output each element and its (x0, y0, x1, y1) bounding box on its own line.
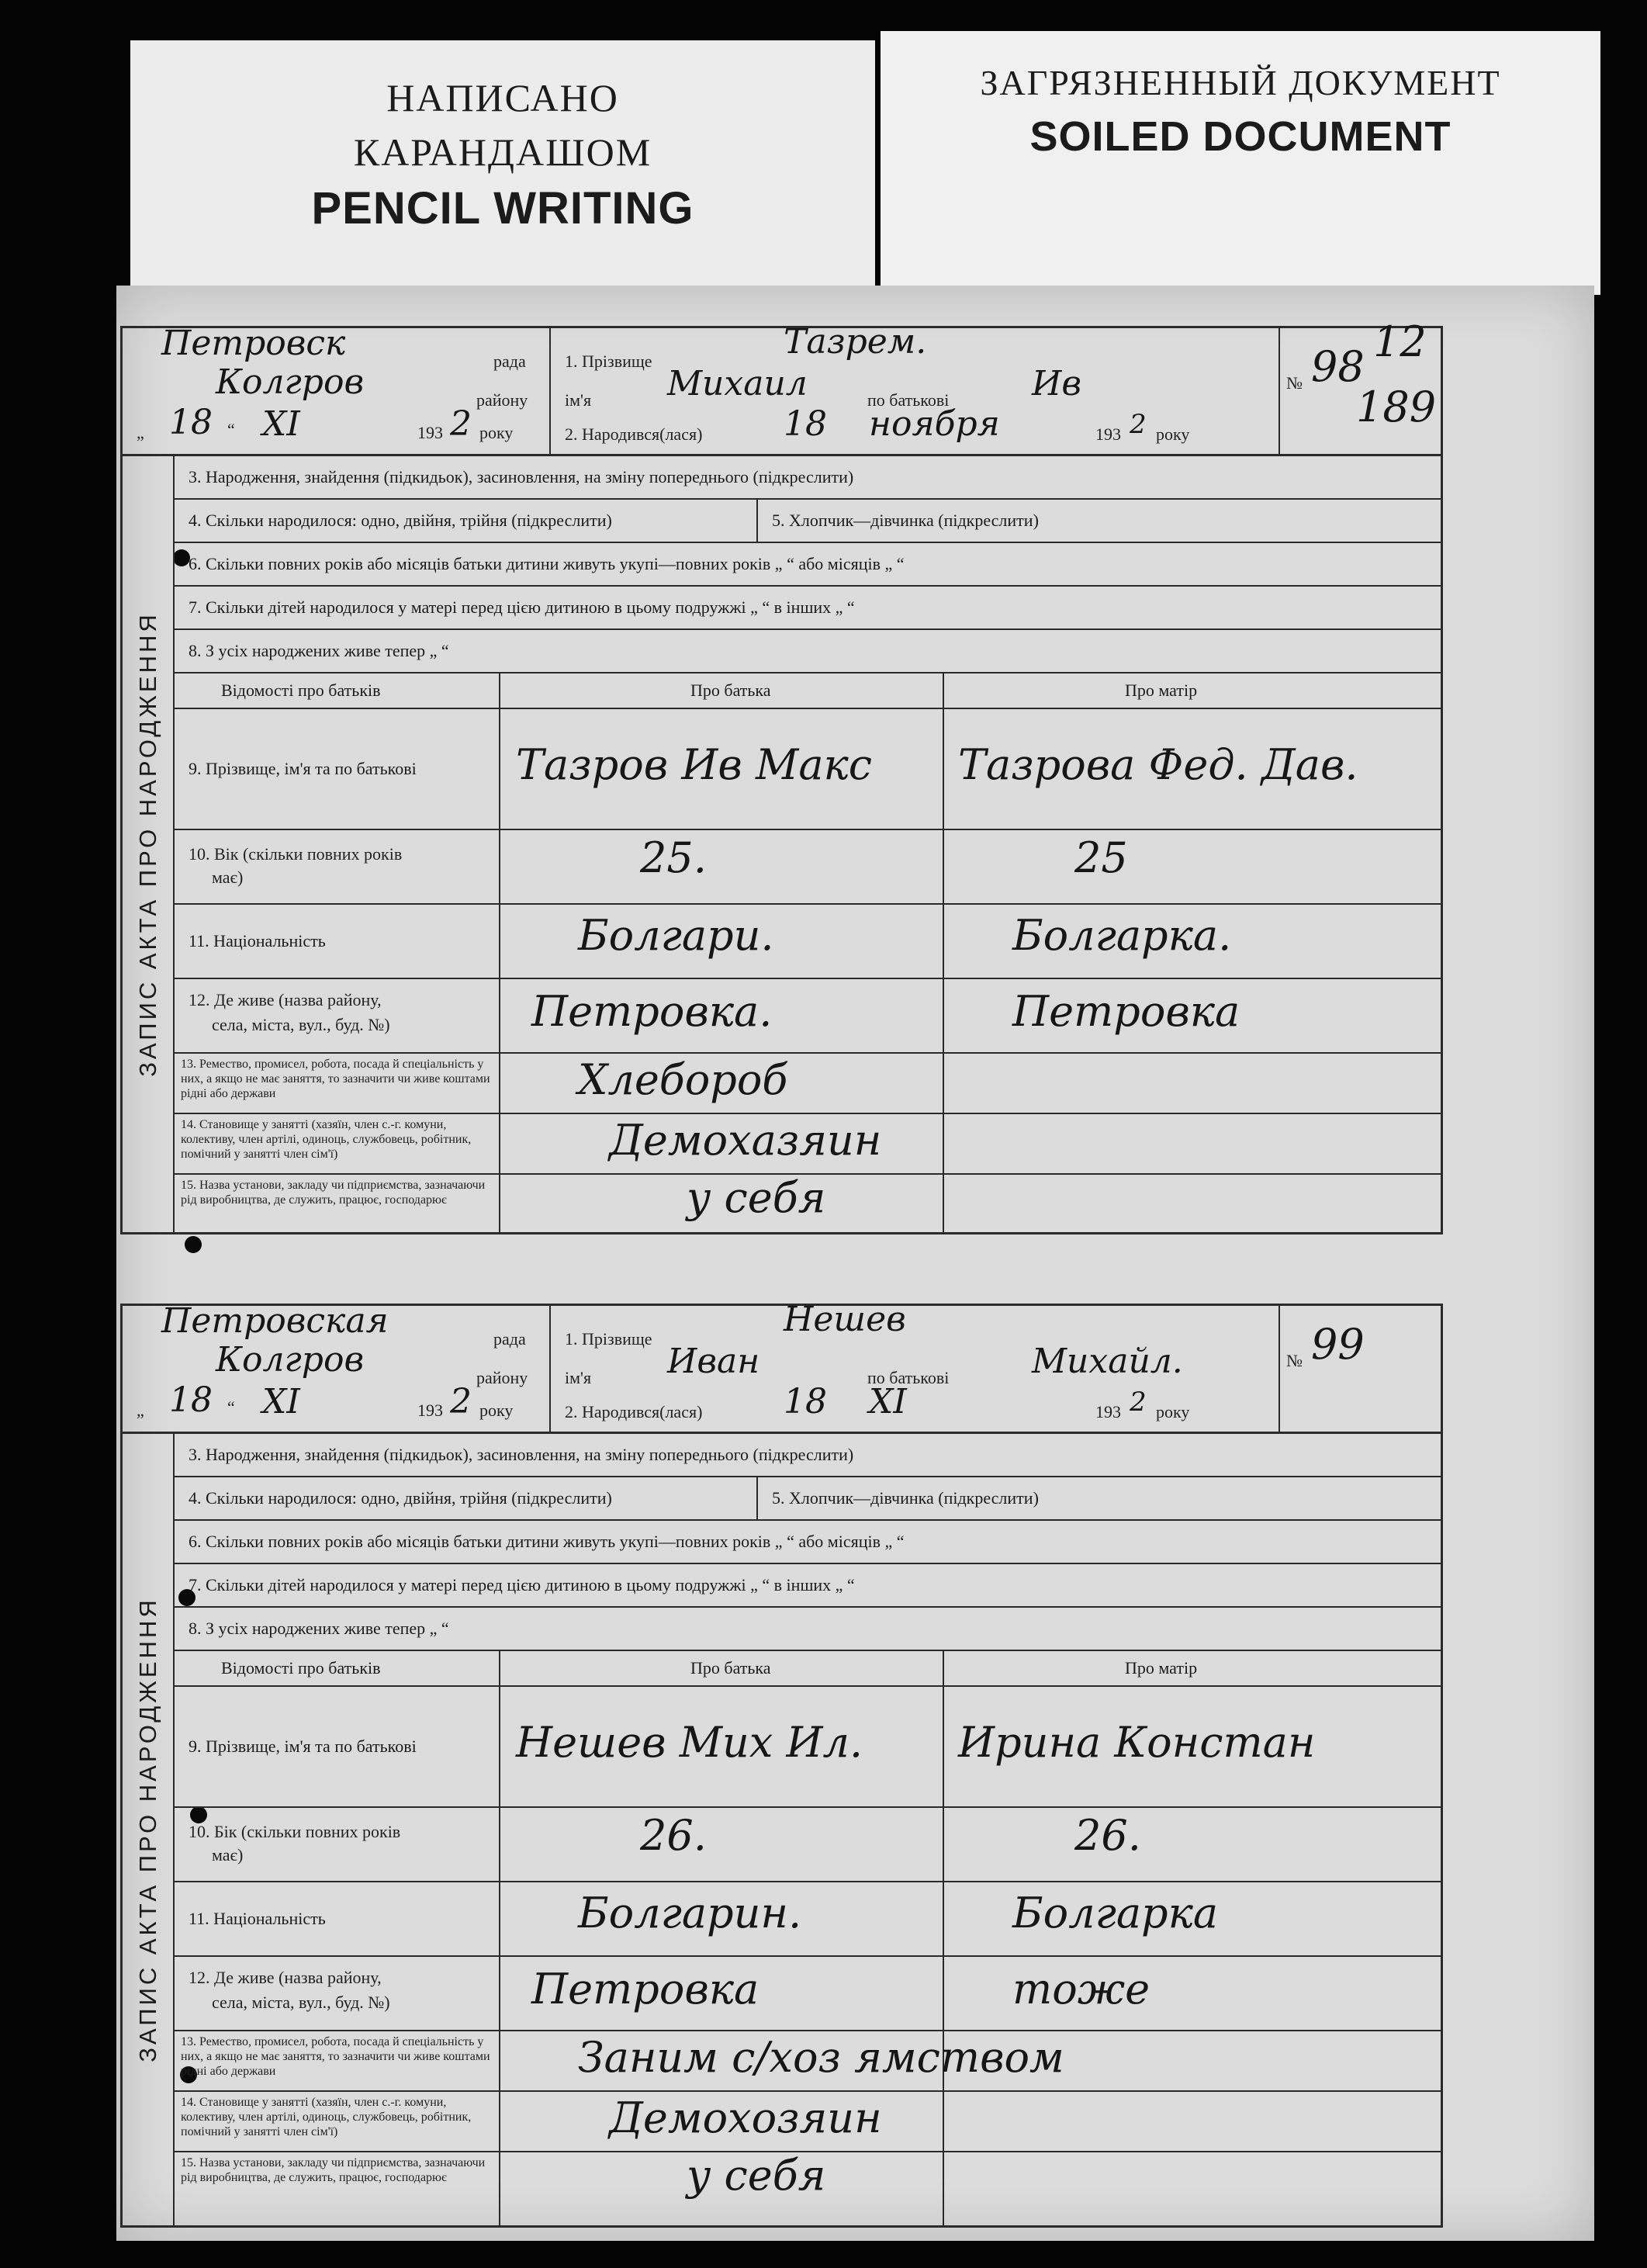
pencil-label-ru: КАРАНДАШОМ (353, 130, 652, 174)
born-label: 2. Народився(лася) (565, 424, 703, 444)
row-8: 8. З усіх народжених живе тепер „ “ (175, 630, 1441, 673)
row-9: 9. Прізвище, ім'я та по батькові Нешев Мих Ил. Ирина Констан (175, 1687, 1441, 1808)
born-year-prefix: 193 (1095, 1402, 1121, 1421)
born-day-value: 18 (784, 1382, 827, 1421)
name-label: ім'я (565, 390, 592, 410)
row-11: 11. Національність Болгари. Болгарка. (175, 905, 1441, 979)
mother-residence-value: тоже (1012, 1965, 1150, 2013)
number-label: № (1286, 1351, 1303, 1370)
row-9: 9. Прізвище, ім'я та по батькові Тазров Ив Макс Тазрова Фед. Дав. (175, 709, 1441, 830)
born-month-value: ХІ (869, 1382, 907, 1421)
surname-label: 1. Прізвище (565, 351, 652, 371)
row-3: 3. Народження, знайдення (підкидьок), засиновлення, на зміну попереднього (підкреслити) (175, 1434, 1441, 1477)
name-label: ім'я (565, 1368, 592, 1387)
mother-name-value: Ирина Констан (958, 1718, 1316, 1767)
row-6: 6. Скільки повних років або місяців батьки дитини живуть укупі—повних років „ “ або місяців „ “ (175, 1521, 1441, 1564)
record-number-block (1280, 317, 1441, 454)
mother-residence-value: Петровка (1012, 987, 1240, 1036)
council-value: Петровск (161, 324, 346, 363)
father-name-value: Тазров Ив Макс (516, 740, 872, 789)
position-value: Демохозяин (609, 2093, 882, 2142)
row-4-5: 4. Скільки народилося: одно, двійня, трійня (підкреслити) 5. Хлопчик—дівчинка (підкреслити) (175, 1477, 1441, 1521)
father-age-value: 26. (640, 1811, 707, 1860)
row-8: 8. З усіх народжених живе тепер „ “ (175, 1608, 1441, 1651)
surname-value: Тазрем. (784, 322, 927, 362)
header-council-block: Петровская рада Колгров району „ 18 “ ХІ 193 2 року (123, 1306, 551, 1432)
record-body (120, 1432, 1443, 2228)
name-value: Михаил (667, 364, 808, 403)
name-value: Иван (667, 1342, 760, 1381)
occupation-value: Заним с/хоз ямством (578, 2033, 1064, 2082)
reg-day-value: 18 (169, 1380, 213, 1420)
row-11: 11. Національність Болгарин. Болгарка (175, 1882, 1441, 1957)
row-10: 10. Бік (скільки повних років має) 26. 26. (175, 1808, 1441, 1882)
surname-label: 1. Прізвище (565, 1329, 652, 1349)
reg-year-value: 2 (450, 404, 472, 444)
record-rows (175, 456, 1441, 1232)
roku-label: року (479, 423, 514, 442)
row-10: 10. Вік (скільки повних років має) 25. 25 (175, 830, 1441, 905)
soiled-label-ru: ЗАГРЯЗНЕННЫЙ ДОКУМЕНТ (980, 63, 1501, 102)
row-6: 6. Скільки повних років або місяців батьки дитини живуть укупі—повних років „ “ або місяців „ “ (175, 543, 1441, 587)
soiled-document-label (881, 31, 1600, 295)
year-prefix: 193 (417, 1401, 443, 1420)
born-roku-label: року (1156, 424, 1190, 444)
council-value: Петровская (161, 1301, 389, 1341)
parents-header-row: Відомості про батьків Про батька Про матір (175, 1651, 1441, 1687)
position-value: Демохазяин (609, 1116, 882, 1165)
record-number-extra: 189 (1356, 383, 1437, 431)
record-body (120, 454, 1443, 1234)
pencil-label-en: PENCIL WRITING (311, 183, 694, 234)
workplace-value: у себя (687, 2151, 826, 2200)
pencil-label-ua: НАПИСАНО (386, 76, 619, 119)
soiled-label-en: SOILED DOCUMENT (1029, 113, 1452, 160)
record-header (120, 1300, 1443, 1432)
mother-age-value: 26. (1074, 1811, 1141, 1860)
record-header (120, 317, 1443, 454)
number-label: № (1286, 373, 1303, 393)
birth-record-2 (120, 1300, 1443, 2228)
record-number-value: 99 (1311, 1320, 1365, 1369)
reg-month-value: ХІ (262, 1382, 300, 1421)
record-rows (175, 1434, 1441, 2225)
rada-label: рада (493, 351, 526, 371)
vertical-title: ЗАПИС АКТА ПРО НАРОДЖЕННЯ (123, 1434, 175, 2225)
father-nationality-value: Болгари. (578, 911, 774, 960)
year-prefix: 193 (417, 423, 443, 442)
header-council-block: Петровск рада Колгров району „ 18 “ ХІ 193 2 року (123, 328, 551, 454)
rada-label: рада (493, 1329, 526, 1349)
born-month-value: ноября (869, 404, 1000, 444)
header-child-block (551, 1300, 1280, 1432)
punch-hole (185, 1236, 202, 1253)
father-nationality-value: Болгарин. (578, 1889, 802, 1937)
row-4-5: 4. Скільки народилося: одно, двійня, трійня (підкреслити) 5. Хлопчик—дівчинка (підкреслити) (175, 500, 1441, 543)
row-7: 7. Скільки дітей народилося у матері перед цією дитиною в цьому подружжі „ “ в інших „ “ (175, 1564, 1441, 1608)
row-15: 15. Назва установи, закладу чи підприємства, зазначаючи рід виробництва, де служить, працює, господарює у себя (181, 1173, 826, 1222)
born-label: 2. Народився(лася) (565, 1402, 703, 1421)
birth-record-1 (120, 317, 1443, 1234)
header-child-block (551, 322, 1280, 454)
reg-year-value: 2 (450, 1382, 472, 1421)
row-14: 14. Становище у занятті (хазяїн, член с.-г. комуни, колективу, член артілі, одиноць, службовець, робітник, помічний у занятті член сім'ї) Демохозяин (175, 2092, 1441, 2152)
mother-age-value: 25 (1074, 833, 1128, 882)
born-year-value: 2 (1130, 1387, 1147, 1418)
row-12: 12. Де живе (назва району, села, міста, вул., буд. №) Петровка. Петровка (175, 979, 1441, 1054)
born-day-value: 18 (784, 404, 827, 444)
workplace-value: у себя (687, 1173, 826, 1222)
surname-value: Нешев (784, 1300, 906, 1339)
record-number-value: 98 (1311, 342, 1365, 391)
row-13: 13. Ремество, промисел, робота, посада й спеціальність у них, а якщо не має заняття, то зазначити чи живе коштами рідні або держави Заним с/хоз ямством (175, 2031, 1441, 2092)
father-residence-value: Петровка. (531, 987, 773, 1036)
patronymic-value: Ив (1032, 364, 1081, 403)
patronymic-label: по батькові (867, 1368, 950, 1387)
district-value: Колгров (216, 362, 365, 402)
father-name-value: Нешев Мих Ил. (516, 1718, 863, 1767)
row-15: 15. Назва установи, закладу чи підприємства, зазначаючи рід виробництва, де служить, працює, господарює у себя (181, 2151, 826, 2200)
reg-month-value: ХІ (262, 404, 300, 444)
parents-header-row: Відомості про батьків Про батька Про матір (175, 673, 1441, 709)
vertical-title: ЗАПИС АКТА ПРО НАРОДЖЕННЯ (123, 456, 175, 1232)
patronymic-value: Михайл. (1032, 1342, 1183, 1381)
roku-label: року (479, 1401, 514, 1420)
record-number-alt: 12 (1373, 317, 1427, 366)
raionu-label: району (476, 390, 528, 410)
born-year-prefix: 193 (1095, 424, 1121, 444)
row-12: 12. Де живе (назва району, села, міста, вул., буд. №) Петровка тоже (175, 1957, 1441, 2031)
reg-day-value: 18 (169, 403, 213, 442)
born-roku-label: року (1156, 1402, 1190, 1421)
born-year-value: 2 (1130, 409, 1147, 440)
row-13: 13. Ремество, промисел, робота, посада й спеціальність у них, а якщо не має заняття, то зазначити чи живе коштами рідні або держави Хлебороб (175, 1054, 1441, 1114)
mother-name-value: Тазрова Фед. Дав. (958, 740, 1358, 789)
occupation-value: Хлебороб (578, 1055, 788, 1104)
row-7: 7. Скільки дітей народилося у матері перед цією дитиною в цьому подружжі „ “ в інших „ “ (175, 587, 1441, 630)
row-14: 14. Становище у занятті (хазяїн, член с.-г. комуни, колективу, член артілі, одиноць, службовець, робітник, помічний у занятті член сім'ї) Демохазяин (175, 1114, 1441, 1175)
mother-nationality-value: Болгарка (1012, 1889, 1219, 1937)
raionu-label: району (476, 1368, 528, 1387)
father-residence-value: Петровка (531, 1965, 759, 2013)
patronymic-label: по батькові (867, 390, 950, 410)
row-3: 3. Народження, знайдення (підкидьок), засиновлення, на зміну попереднього (підкреслити) (175, 456, 1441, 500)
record-number-block (1280, 1306, 1441, 1432)
district-value: Колгров (216, 1340, 365, 1380)
pencil-writing-label (130, 40, 875, 296)
father-age-value: 25. (640, 833, 707, 882)
mother-nationality-value: Болгарка. (1012, 911, 1232, 960)
